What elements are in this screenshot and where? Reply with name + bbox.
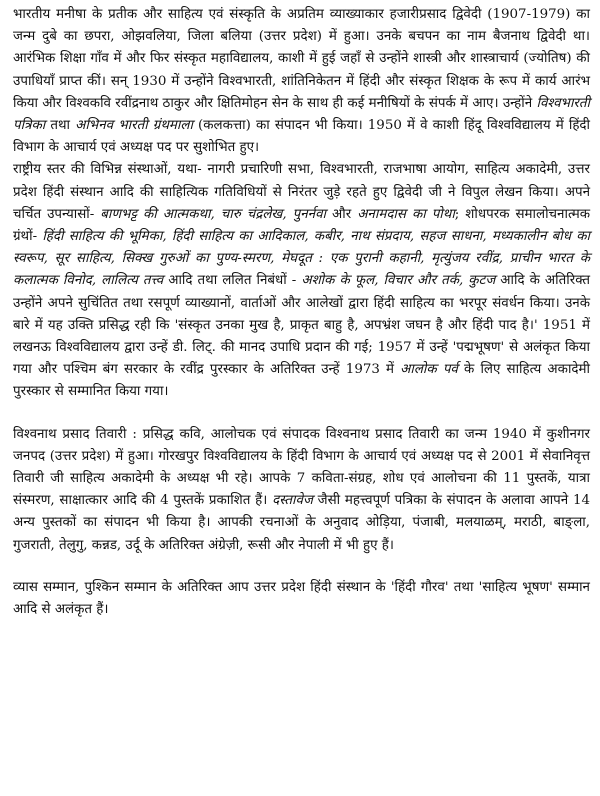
- paragraph-tiwari-biography: [13, 424, 590, 557]
- italic-title: अनामदास का पोथा: [357, 206, 455, 222]
- italic-title: आलोक पर्व: [400, 362, 458, 378]
- text-segment: भारतीय मनीषा के प्रतीक और साहित्य एवं संस्कृति के अप्रतिम व्याख्याकार हजारीप्रसाद द्विवेदी (1907-1979) का जन्म दुबे का छपरा, ओझवलिया, जिला बलिया (उत्तर प्रदेश) में हुआ। उनके बचपन का नाम बैजनाथ द्विवेदी था। आरंभिक शिक्षा गाँव में और फिर संस्कृत महाविद्यालय, काशी में हुई जहाँ से उन्होंने शास्त्री और शास्त्राचार्य (ज्योतिष) की उपाधियाँ प्राप्त कीं। सन् 1930 में उन्होंने विश्वभारती, शांतिनिकेतन में हिंदी और संस्कृत शिक्षक के रूप में कार्य आरंभ किया और विश्वकवि रवींद्रनाथ ठाकुर और क्षितिमोहन सेन के साथ ही कई मनीषियों के संपर्क में आए। उन्होंने: [13, 7, 590, 111]
- paragraph-dwivedi-works: [13, 159, 590, 403]
- text-segment: जैसी महत्त्वपूर्ण पत्रिका के संपादन के अलावा आपने 14 अन्य पुस्तकों का संपादन भी किया है। आपकी रचनाओं के अनुवाद ओड़िया, पंजाबी, मलयाळम्, मराठी, बाङ्ला, गुजराती, तेलुगु, कन्नड, उर्दू के अतिरिक्त अंग्रेज़ी, रूसी और नेपाली में भी हुए हैं।: [13, 493, 590, 553]
- italic-title: अशोक के फूल, विचार और तर्क, कुटज: [301, 273, 496, 289]
- paragraph-dwivedi-biography: [13, 4, 590, 159]
- text-segment: (कलकत्ता) का संपादन भी किया। 1950 में वे काशी हिंदू विश्वविद्यालय में हिंदी विभाग के आचार्य एवं अध्यक्ष पद पर सुशोभित हुए।: [13, 118, 591, 156]
- text-segment: व्यास सम्मान, पुश्किन सम्मान के अतिरिक्त आप उत्तर प्रदेश हिंदी संस्थान के 'हिंदी गौरव' तथा 'साहित्य भूषण' सम्मान आदि से अलंकृत हैं।: [13, 579, 590, 618]
- italic-title: बाणभट्ट की आत्मकथा, चारु चंद्रलेख, पुनर्नवा: [100, 206, 327, 222]
- italic-title: दस्तावेज: [272, 493, 313, 509]
- text-segment: के लिए साहित्य अकादेमी पुरस्कार से सम्मानित किया गया।: [13, 362, 590, 400]
- italic-title: विश्वभारती पत्रिका: [13, 95, 590, 134]
- text-segment: तथा: [45, 118, 76, 134]
- text-segment: आदि तथा ललित निबंधों -: [163, 273, 302, 289]
- text-segment: और: [326, 206, 358, 222]
- text-segment: विश्वनाथ प्रसाद तिवारी : प्रसिद्ध कवि, आलोचक एवं संपादक विश्वनाथ प्रसाद तिवारी का जन्म 1940 में कुशीनगर जनपद (उत्तर प्रदेश) में हुआ। गोरखपुर विश्वविद्यालय के हिंदी विभाग के आचार्य एवं अध्यक्ष पद से 2001 में सेवानिवृत्त तिवारी जी साहित्य अकादेमी के अध्यक्ष भी रहे। आपके 7 कविता-संग्रह, शोध एवं आलोचना की 11 पुस्तकें, यात्रा संस्मरण, साक्षात्कार आदि की 4 पुस्तकें प्रकाशित हैं।: [13, 426, 590, 509]
- text-segment: आदि के अतिरिक्त उन्होंने अपने सुचिंतित तथा रसपूर्ण व्याख्यानों, वार्ताओं और आलेखों द्वारा हिंदी साहित्य का भरपूर संवर्धन किया। उनके बारे में यह उक्ति प्रसिद्ध रही कि 'संस्कृत उनका मुख है, प्राकृत बाहु है, अपभ्रंश जघन है और हिंदी पाद है।' 1951 में लखनऊ विश्वविद्यालय द्वारा उन्हें डी. लिट्. की मानद उपाधि प्रदान की गई; 1957 में उन्हें 'पद्मभूषण' से अलंकृत किया गया और पश्चिम बंग सरकार के रवींद्र पुरस्कार के अतिरिक्त उन्हें 1973 में: [13, 273, 591, 378]
- text-segment: राष्ट्रीय स्तर की विभिन्न संस्थाओं, यथा- नागरी प्रचारिणी सभा, विश्वभारती, राजभाषा आयोग, साहित्य अकादेमी, उत्तर प्रदेश हिंदी संस्थान आदि की साहित्यिक गतिविधियों से निरंतर जुड़े रहते हुए द्विवेदी जी ने विपुल लेखन किया। अपने चर्चित उपन्यासों-: [13, 162, 590, 222]
- paragraph-tiwari-honours: [13, 577, 590, 621]
- text-segment: ; शोधपरक समालोचनात्मक ग्रंथों-: [13, 206, 590, 245]
- italic-title: अभिनव भारती ग्रंथमाला: [75, 118, 193, 134]
- italic-title: हिंदी साहित्य की भूमिका, हिंदी साहित्य का आदिकाल, कबीर, नाथ संप्रदाय, सहज साधना, मध्यकालीन बोध का स्वरूप, सूर साहित्य, सिक्ख गुरुओं का पुण्य-स्मरण, मेघदूत : एक पुरानी कहानी, मृत्युंजय रवींद्र, प्राचीन भारत के कलात्मक विनोद, लालित्य तत्त्व: [13, 229, 590, 289]
